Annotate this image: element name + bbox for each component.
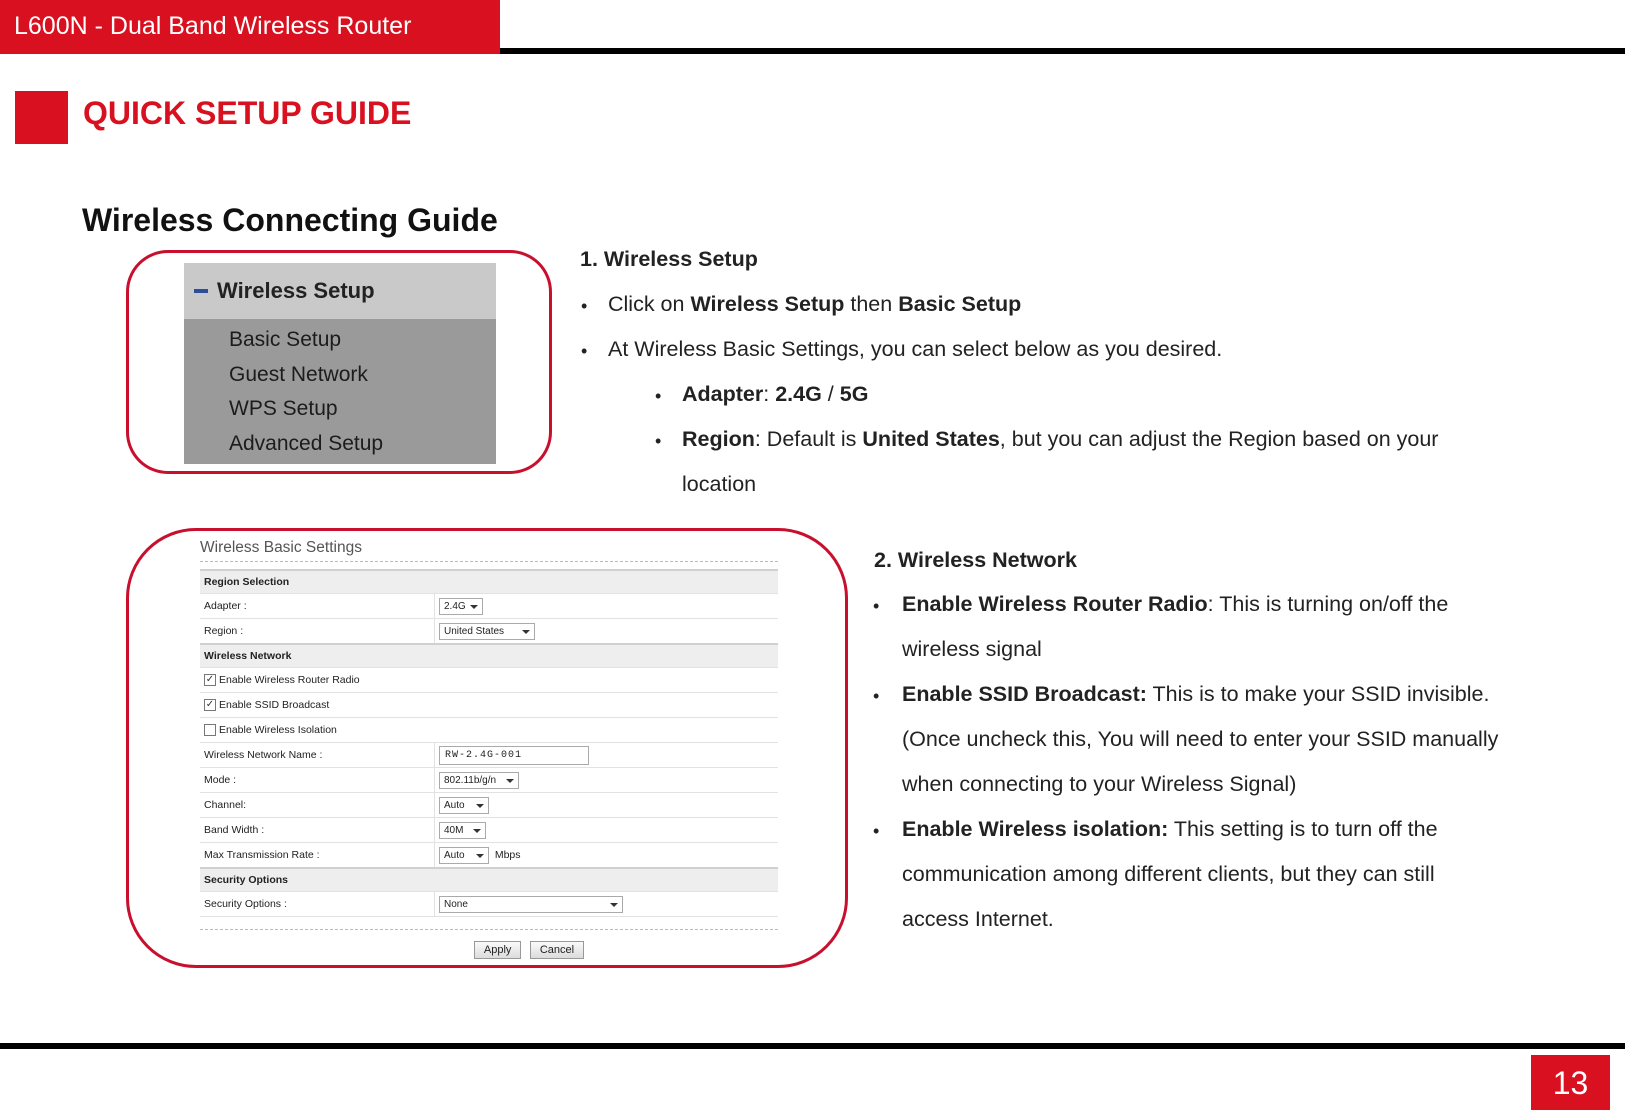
step2-ssid: Enable SSID Broadcast: This is to make your SSID invisible. xyxy=(902,682,1490,706)
menu-item-guest-network[interactable]: Guest Network xyxy=(229,362,368,386)
security-options-label: Security Options : xyxy=(200,892,435,917)
bullet: • xyxy=(873,686,880,706)
cancel-button[interactable]: Cancel xyxy=(530,941,584,959)
panel-title: Wireless Basic Settings xyxy=(200,535,778,562)
wireless-setup-menu xyxy=(184,263,496,464)
band-width-select[interactable]: 40M xyxy=(439,822,486,839)
isolation-label: Enable Wireless Isolation xyxy=(219,723,337,736)
chevron-down-icon xyxy=(473,829,481,833)
table-row xyxy=(200,843,778,869)
step1-region-line2: location xyxy=(682,472,757,496)
region-label: Region : xyxy=(200,619,435,645)
security-options-select[interactable]: None xyxy=(439,896,623,913)
step1-heading: 1. Wireless Setup xyxy=(580,247,758,271)
network-name-input[interactable]: RW-2.4G-001 xyxy=(439,746,589,765)
router-radio-label: Enable Wireless Router Radio xyxy=(219,673,360,686)
table-row xyxy=(200,594,778,619)
mode-select[interactable]: 802.11b/g/n xyxy=(439,772,519,789)
max-rate-select[interactable]: Auto xyxy=(439,847,489,864)
adapter-select[interactable]: 2.4G xyxy=(439,598,483,615)
channel-label: Channel: xyxy=(200,793,435,818)
menu-item-advanced-setup[interactable]: Advanced Setup xyxy=(229,431,384,455)
isolation-checkbox[interactable] xyxy=(204,724,216,736)
wireless-basic-settings-panel xyxy=(200,535,778,959)
bullet: • xyxy=(873,596,880,616)
footer-rule xyxy=(0,1043,1625,1049)
step1-adapter: Adapter: 2.4G / 5G xyxy=(682,382,869,406)
step2-isolation: Enable Wireless isolation: This setting is to turn off the xyxy=(902,817,1438,841)
bullet: • xyxy=(581,296,588,316)
ssid-broadcast-checkbox[interactable]: ✓ xyxy=(205,699,215,711)
table-row xyxy=(200,619,778,645)
table-row xyxy=(200,892,778,917)
chevron-down-icon xyxy=(476,804,484,808)
form-actions xyxy=(200,929,778,959)
table-row xyxy=(200,718,778,743)
network-name-label: Wireless Network Name : xyxy=(200,743,435,768)
mode-label: Mode : xyxy=(200,768,435,793)
step2-isolation-line2: communication among different clients, but they can still xyxy=(902,862,1435,886)
band-width-label: Band Width : xyxy=(200,818,435,843)
chevron-down-icon xyxy=(506,779,514,783)
step1-region: Region: Default is United States, but you can adjust the Region based on your xyxy=(682,427,1439,451)
bullet: • xyxy=(873,821,880,841)
step2-heading: 2. Wireless Network xyxy=(874,548,1077,572)
channel-select[interactable]: Auto xyxy=(439,797,489,814)
step2-isolation-line3: access Internet. xyxy=(902,907,1054,931)
bullet: • xyxy=(581,341,588,361)
adapter-label: Adapter : xyxy=(200,594,435,619)
table-row xyxy=(200,768,778,793)
chevron-down-icon xyxy=(522,630,530,634)
table-row xyxy=(200,793,778,818)
collapse-icon[interactable] xyxy=(194,289,208,293)
wireless-network-header: Wireless Network xyxy=(200,644,778,668)
bullet: • xyxy=(655,431,662,451)
table-row xyxy=(200,668,778,693)
product-header: L600N - Dual Band Wireless Router xyxy=(0,0,500,54)
step2-ssid-line2: (Once uncheck this, You will need to enter your SSID manually xyxy=(902,727,1499,751)
apply-button[interactable]: Apply xyxy=(474,941,522,959)
bullet: • xyxy=(655,386,662,406)
page-number: 13 xyxy=(1531,1055,1610,1110)
step2-radio: Enable Wireless Router Radio: This is turning on/off the xyxy=(902,592,1449,616)
table-row xyxy=(200,743,778,768)
menu-item-basic-setup[interactable]: Basic Setup xyxy=(229,328,342,351)
step2-radio-line2: wireless signal xyxy=(902,637,1042,661)
section-title: Wireless Connecting Guide xyxy=(82,202,498,238)
table-row xyxy=(200,818,778,843)
section-marker xyxy=(15,91,68,144)
max-rate-label: Max Transmission Rate : xyxy=(200,843,435,869)
header-rule xyxy=(500,48,1625,54)
menu-title[interactable]: Wireless Setup xyxy=(184,263,496,319)
ssid-broadcast-label: Enable SSID Broadcast xyxy=(219,698,330,711)
security-options-header: Security Options xyxy=(200,868,778,892)
step1-bullet2: At Wireless Basic Settings, you can select below as you desired. xyxy=(608,337,1223,361)
region-selection-header: Region Selection xyxy=(200,570,778,594)
table-row xyxy=(200,693,778,718)
chevron-down-icon xyxy=(476,854,484,858)
router-radio-checkbox[interactable]: ✓ xyxy=(205,674,215,686)
chevron-down-icon xyxy=(470,605,478,609)
guide-title: QUICK SETUP GUIDE xyxy=(83,95,412,131)
menu-item-wps-setup[interactable]: WPS Setup xyxy=(229,397,338,420)
region-select[interactable]: United States xyxy=(439,623,535,640)
chevron-down-icon xyxy=(610,903,618,907)
step1-bullet1: Click on Wireless Setup then Basic Setup xyxy=(608,292,1022,316)
rate-unit: Mbps xyxy=(494,848,521,861)
settings-table xyxy=(200,569,778,917)
step2-ssid-line3: when connecting to your Wireless Signal) xyxy=(902,772,1297,796)
